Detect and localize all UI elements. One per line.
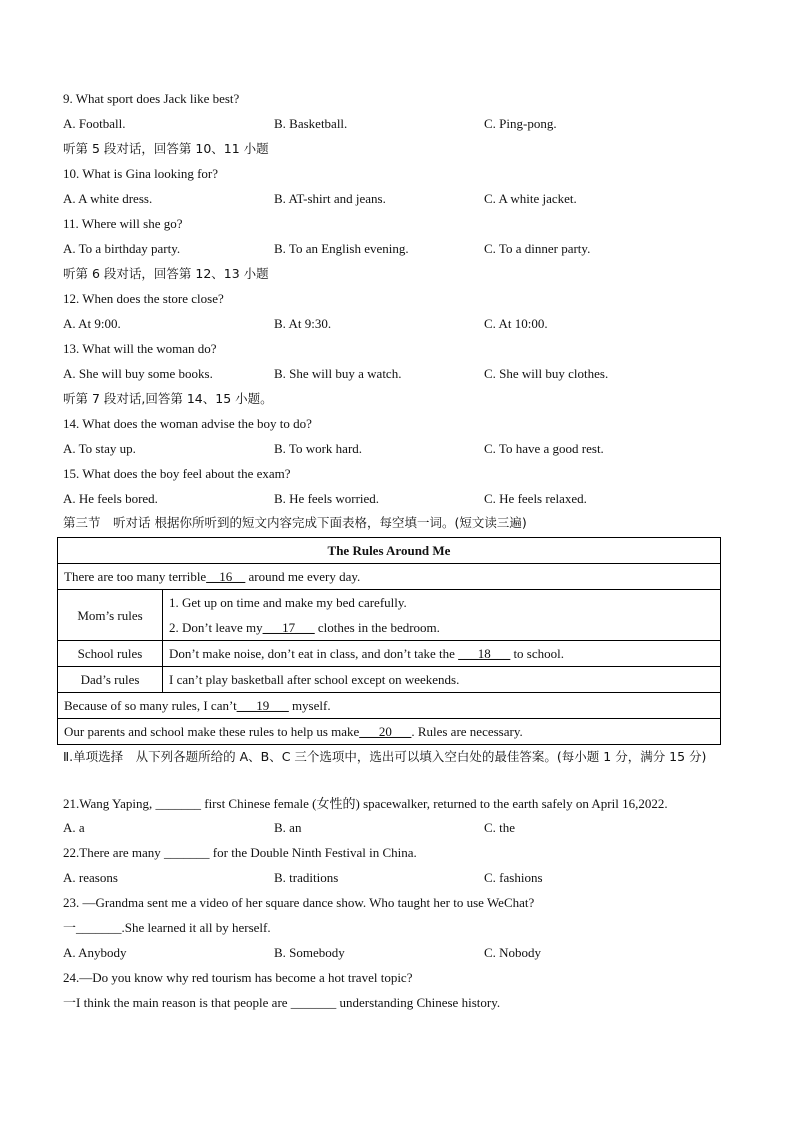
question-14: 14. What does the woman advise the boy to do? [63, 416, 312, 431]
option-b: B. He feels worried. [274, 491, 380, 506]
option-b: B. She will buy a watch. [274, 366, 402, 381]
options-13 [63, 365, 753, 383]
options-10 [63, 190, 753, 208]
school-rules-cell: Don’t make noise, don’t eat in class, and don’t take the ___18___ to school. [163, 641, 721, 667]
option-a: A. Anybody [63, 945, 127, 960]
option-b: B. AT-shirt and jeans. [274, 191, 386, 206]
question-23: 23. —Grandma sent me a video of her square dance show. Who taught her to use WeChat? [63, 895, 535, 910]
dads-rules-cell: I can’t play basketball after school except on weekends. [163, 667, 721, 693]
option-c: C. She will buy clothes. [484, 366, 609, 381]
option-c: C. the [484, 820, 516, 835]
blank-17: ___17___ [262, 620, 315, 635]
option-b: B. To an English evening. [274, 241, 409, 256]
moms-rule-1: 1. Get up on time and make my bed carefully. [169, 595, 407, 610]
question-10: 10. What is Gina looking for? [63, 166, 219, 181]
dads-rules-label: Dad’s rules [58, 667, 163, 693]
table-title: The Rules Around Me [58, 538, 721, 564]
option-c: C. He feels relaxed. [484, 491, 587, 506]
blank-19: ___19___ [236, 698, 289, 713]
option-c: C. A white jacket. [484, 191, 577, 206]
question-15: 15. What does the boy feel about the exam? [63, 466, 291, 481]
options-21 [63, 819, 753, 837]
question-23-reply: 一_______.She learned it all by herself. [63, 920, 271, 935]
question-24-reply: 一I think the main reason is that people are _______ understanding Chinese history. [63, 995, 501, 1010]
options-22 [63, 869, 753, 887]
option-c: C. fashions [484, 870, 543, 885]
table-row-19: Because of so many rules, I can’t___19___ myself. [58, 693, 721, 719]
option-c: C. Ping-pong. [484, 116, 557, 131]
blank-16: __16__ [206, 569, 246, 584]
question-22: 22.There are many _______ for the Double Ninth Festival in China. [63, 845, 417, 860]
options-23 [63, 944, 753, 962]
table-row-20: Our parents and school make these rules to help us make___20___. Rules are necessary. [58, 719, 721, 745]
rules-table [57, 537, 721, 745]
school-rules-label: School rules [58, 641, 163, 667]
section-6-instruction: 听第 6 段对话，回答第 12、13 小题 [63, 266, 269, 281]
question-24: 24.—Do you know why red tourism has become a hot travel topic? [63, 970, 413, 985]
option-a: A. a [63, 820, 85, 835]
moms-rules-cell [163, 590, 721, 641]
question-9: 9. What sport does Jack like best? [63, 91, 240, 106]
option-a: A. She will buy some books. [63, 366, 213, 381]
option-a: A. Football. [63, 116, 126, 131]
options-14 [63, 440, 753, 458]
option-a: A. reasons [63, 870, 118, 885]
options-11 [63, 240, 753, 258]
blank-18: ___18___ [458, 646, 511, 661]
option-a: A. To stay up. [63, 441, 136, 456]
option-b: B. To work hard. [274, 441, 363, 456]
option-a: A. A white dress. [63, 191, 153, 206]
options-9 [63, 115, 753, 133]
moms-rule-2: 2. Don’t leave my___17___ clothes in the bedroom. [169, 620, 440, 635]
option-b: B. At 9:30. [274, 316, 332, 331]
option-b: B. an [274, 820, 302, 835]
question-21: 21.Wang Yaping, _______ first Chinese female (女性的) spacewalker, returned to the earth safely on April 16,2022. [63, 796, 668, 811]
option-c: C. At 10:00. [484, 316, 548, 331]
option-c: C. Nobody [484, 945, 542, 960]
options-15 [63, 490, 753, 508]
section-5-instruction: 听第 5 段对话，回答第 10、11 小题 [63, 141, 269, 156]
options-12 [63, 315, 753, 333]
option-a: A. To a birthday party. [63, 241, 181, 256]
section-7-instruction: 听第 7 段对话,回答第 14、15 小题。 [63, 391, 273, 406]
question-13: 13. What will the woman do? [63, 341, 217, 356]
option-c: C. To have a good rest. [484, 441, 604, 456]
question-11: 11. Where will she go? [63, 216, 183, 231]
option-c: C. To a dinner party. [484, 241, 591, 256]
moms-rules-label: Mom’s rules [58, 590, 163, 641]
option-b: B. traditions [274, 870, 339, 885]
table-row-16: There are too many terrible__16__ around me every day. [58, 564, 721, 590]
question-12: 12. When does the store close? [63, 291, 224, 306]
option-b: B. Somebody [274, 945, 345, 960]
option-a: A. At 9:00. [63, 316, 121, 331]
option-b: B. Basketball. [274, 116, 348, 131]
part-3-instruction: 第三节 听对话 根据你所听到的短文内容完成下面表格，每空填一词。(短文读三遍) [63, 515, 527, 530]
blank-20: ___20___ [359, 724, 412, 739]
section-ii-heading: Ⅱ.单项选择 从下列各题所给的 A、B、C 三个选项中，选出可以填入空白处的最佳答案。(每小题 1 分，满分 15 分) [63, 749, 707, 764]
option-a: A. He feels bored. [63, 491, 158, 506]
